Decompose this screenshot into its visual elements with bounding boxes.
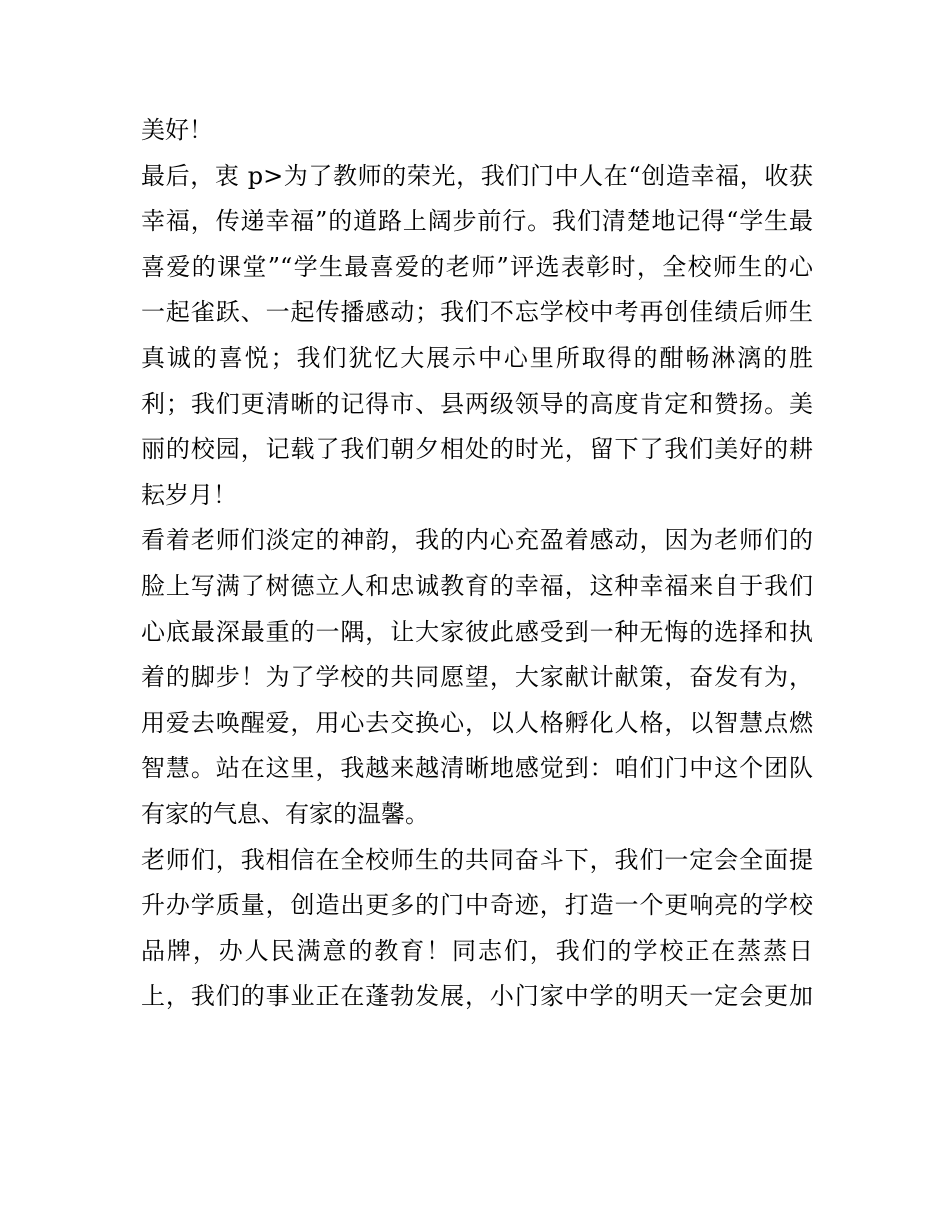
text-line: 美好！ [141, 116, 213, 144]
text-line: 利；我们更清晰的记得市、县两级领导的高度肯定和赞扬。美 [141, 389, 813, 418]
text-line: 耘岁月！ [141, 480, 237, 509]
text-line: 一起雀跃、一起传播感动；我们不忘学校中考再创佳绩后师生 [141, 298, 813, 327]
text-line: 有家的气息、有家的温馨。 [141, 799, 429, 828]
body-text [141, 108, 813, 1020]
text-line: 着的脚步！为了学校的共同愿望，大家献计献策，奋发有为， [141, 663, 813, 692]
text-line: 老师们，我相信在全校师生的共同奋斗下，我们一定会全面提 [141, 845, 813, 874]
text-line: 幸福，传递幸福”的道路上阔步前行。我们清楚地记得“学生最 [141, 207, 813, 236]
text-line: 真诚的喜悦；我们犹忆大展示中心里所取得的酣畅淋漓的胜 [141, 343, 813, 372]
text-line: 上，我们的事业正在蓬勃发展，小门家中学的明天一定会更加 [141, 982, 813, 1011]
text-line: 脸上写满了树德立人和忠诚教育的幸福，这种幸福来自于我们 [141, 571, 813, 600]
text-line: 喜爱的课堂”“学生最喜爱的老师”评选表彰时，全校师生的心 [141, 252, 813, 281]
text-line: 看着老师们淡定的神韵，我的内心充盈着感动，因为老师们的 [141, 526, 813, 555]
text-line: 最后，衷 p>为了教师的荣光，我们门中人在“创造幸福，收获 [141, 161, 813, 190]
text-line: 用爱去唤醒爱，用心去交换心，以人格孵化人格，以智慧点燃 [141, 708, 813, 737]
text-line: 升办学质量，创造出更多的门中奇迹，打造一个更响亮的学校 [141, 891, 813, 920]
text-line: 心底最深最重的一隅，让大家彼此感受到一种无悔的选择和执 [141, 617, 813, 646]
text-line: 品牌，办人民满意的教育！同志们，我们的学校正在蒸蒸日 [141, 936, 813, 965]
text-line: 智慧。站在这里，我越来越清晰地感觉到：咱们门中这个团队 [141, 754, 813, 783]
text-line: 丽的校园，记载了我们朝夕相处的时光，留下了我们美好的耕 [141, 435, 813, 464]
